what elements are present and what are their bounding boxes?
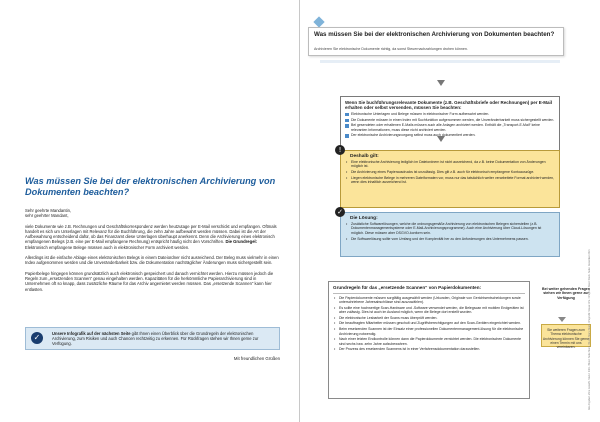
letter-heading: Was müssen Sie bei der elektronischen Archivierung von Dokumenten beachten? bbox=[25, 176, 276, 197]
paragraph-2: Allerdings ist die einfache Ablage eines elektronischen Belegs in einem Dateiordner nicht ausreichend. Der Beleg muss vielmehr in einen Index aufgenommen werden und die Unveränderbarkeit bzw. die Dokumentation nachträglicher Änderungen muss sichergestellt sein. bbox=[25, 255, 279, 266]
list-item: • Der Prozess des ersetzenden Scannens ist in einer Verfahrensdokumentation darzustellen. bbox=[334, 347, 481, 352]
bullet-icon: • bbox=[334, 347, 336, 352]
letter-body bbox=[25, 208, 281, 297]
down-arrow-icon bbox=[437, 136, 445, 142]
bullet-icon: • bbox=[346, 222, 348, 226]
bullet-icon: • bbox=[334, 295, 336, 300]
infographic-notice bbox=[25, 327, 280, 350]
salutation-line-1: Sehr geehrte Mandantin, bbox=[25, 208, 72, 213]
warning-list bbox=[341, 160, 559, 185]
list-item: • Die elektronische Lesbarkeit der Scans muss überprüft werden. bbox=[334, 315, 438, 320]
closing-greeting: Mit freundlichen Grüßen bbox=[233, 356, 280, 361]
square-bullet-icon bbox=[345, 124, 349, 128]
list-item: Der elektronische Archivierungsvorgang selbst muss auch dokumentiert werden. bbox=[345, 133, 555, 137]
list-item: • Beim ersetzenden Scannen ist der Einsatz einer professionellen Dokumentenmanagement-lösung für die elektronische Archivierung notwendig. bbox=[334, 327, 524, 336]
list-item: Elektronische Unterlagen und Belege müssen in elektronischer Form aufbewahrt werden. bbox=[345, 112, 555, 116]
list-item: • Liegen elektronische Belege in mehreren Dateiformaten vor, muss nur das tatsächlich weiter verarbeitete Format archiviert werden, wenn dies inhaltlich ausreichend ist. bbox=[346, 175, 555, 185]
paragraph-1: viele Dokumente wie z.B. Rechnungen und Geschäftskorrespondenz werden heutzutage per E-Mail verschickt und empfangen. Oftmals handelt es sich um Unterlagen mit Relevanz für die Buchführung, die zehn Jahre aufbewahrt werden müssen. Dabei ist die Art der Aufbewahrung entscheidend dafür, ob das Finanzamt diese Unterlagen überhaupt anerkennt. Denn die Archivierung eines elektronisch empfangenen Belegs (z.B. eine per E-Mail empfangene Rechnung) entspricht häufig nicht den Vorschriften. Die Grundregel: Elektronisch empfangene Belege müssen auch in elektronischer Form archiviert werden. bbox=[25, 223, 277, 250]
vertical-footnote: Alle Angaben ohne Gewähr. Stand: 2021. Bilder: Seite Stock. Wurde Stand Stock. Infografik: Steuer-Info / Infografik Stand Stock. Seite: Dezember 2021 bbox=[588, 249, 591, 410]
scanning-rules-title: Grundregeln für das „ersetzende Scannen“ von Papierdokumenten: bbox=[333, 285, 482, 290]
solution-title: Die Lösung: bbox=[350, 216, 378, 221]
scanning-rules-box bbox=[328, 281, 530, 399]
email-rules-list bbox=[341, 112, 559, 138]
list-item: Die Dokumente müssen in einen Index mit Suchfunktion aufgenommen werden, die Unveränderbarkeit muss sichergestellt werden. bbox=[345, 118, 555, 122]
infographic-title-box bbox=[308, 27, 564, 56]
decorative-band bbox=[320, 60, 560, 63]
bullet-icon: • bbox=[334, 305, 336, 310]
list-item: • Die Papierdokumente müssen sorgfältig ausgewählt werden (Urkunden, Originale von Gerichtsentscheidungen sowie unterschriebene Jahresabschlüsse sind auszuwählen). bbox=[334, 295, 521, 304]
check-icon: ✓ bbox=[31, 332, 43, 344]
bullet-icon: • bbox=[346, 170, 348, 175]
list-item: • Nach einer letzten Endkontrolle können dann die Papierdokumente vernichtet werden. Die elektronischen Dokumente sind sechs bzw. zehn Jahre aufzubewahren. bbox=[334, 337, 522, 346]
down-arrow-icon bbox=[558, 317, 566, 322]
list-item: Bei gesendeten oder erhaltenen E-Mails müssen auch alle Anlagen archiviert werden. Enthält die „Transport-E-Mail“ keine relevanten Informationen, muss diese nicht archiviert werden. bbox=[345, 123, 555, 132]
bullet-icon: • bbox=[346, 175, 348, 180]
bullet-icon: • bbox=[346, 160, 348, 164]
exclamation-icon: ! bbox=[335, 145, 345, 155]
side-note: Bei weiter gehenden Fragen stehen wir Ihnen gerne zur Verfügung bbox=[542, 287, 590, 300]
infographic-title: Was müssen Sie bei der elektronischen Archivierung von Dokumenten beachten? bbox=[314, 31, 555, 38]
paragraph-1-rule-label: Die Grundregel: bbox=[225, 239, 258, 245]
bullet-icon: • bbox=[334, 321, 336, 326]
infographic-subtitle: Archivieren Sie elektronische Dokumente richtig, da sonst Steuernachzahlungen drohen können. bbox=[314, 47, 468, 51]
infographic-notice-text: Unsere Infografik auf der nächsten Seite gibt Ihnen einen Überblick über die Grundregeln der elektronischen Archivierung, zum Risiken und auch Chancen rechtzeitig zu erkennen. Für Rückfragen stehen wir Ihnen gerne zur Verfügung. bbox=[52, 331, 259, 347]
square-bullet-icon bbox=[345, 134, 349, 138]
scanning-rules-list bbox=[333, 296, 525, 352]
side-info-box: Sie weiteren Fragen zum Thema elektronische Archivierung können Sie gerne einen Termin mit uns vereinbaren. bbox=[541, 324, 591, 347]
bullet-icon: • bbox=[334, 337, 336, 342]
solution-list bbox=[341, 222, 559, 241]
list-item: • Die Softwarelösung sollte vom Umfang und der Komplexität her zu den Anforderungen des Unternehmens passen. bbox=[346, 236, 529, 241]
solution-box bbox=[340, 212, 560, 257]
bullet-icon: • bbox=[346, 236, 348, 241]
check-icon: ✓ bbox=[335, 207, 345, 217]
square-bullet-icon bbox=[345, 113, 349, 117]
down-arrow-icon bbox=[437, 80, 445, 86]
square-bullet-icon bbox=[345, 119, 349, 123]
list-item: • Zusätzliche Softwarelösungen, welche die ordnungsgemäße Archivierung von elektronischen Belegen sicherstellen (z.B. Dokumentenmanagementsysteme oder E-Mail-Archivierungsprogramme). Auch eine Archivierung über Cloud-Lösungen ist möglich. Diese müssen aber DSGVO-konform sein. bbox=[346, 222, 542, 235]
email-rules-title: Wenn Sie buchführungsrelevante Dokumente (z.B. Geschäftsbriefe oder Rechnungen) per E-Mail erhalten oder selbst versenden, müssen Sie beachten: bbox=[345, 100, 552, 111]
scanning-rules-content bbox=[333, 293, 525, 352]
list-item: • Die beauftragten Mitarbeiter müssen geschult und Zugriffsberechtigungen auf den Scan-Geräten eingerichtet werden. bbox=[334, 321, 522, 326]
warning-title: Deshalb gilt: bbox=[350, 154, 379, 159]
warning-box bbox=[340, 150, 560, 208]
list-item: • Es sollte eine hochwertige Scan-Hardware und -Software verwendet werden, die Belegscan mit mobilen Endgeräten ist aber zulässig. Dies ist auch im Ausland möglich, wenn die Belege dort erstellt wurden. bbox=[334, 305, 524, 315]
salutation-line-2: sehr geehrter Mandant, bbox=[25, 213, 69, 219]
bullet-icon: • bbox=[334, 327, 336, 332]
list-item: • Eine elektronische Archivierung lediglich im Dateiordnern ist nicht ausreichend, da z.B. keine Dokumentation von Änderungen möglich ist. bbox=[346, 160, 546, 169]
bullet-icon: • bbox=[334, 315, 336, 320]
list-item: • Die Archivierung eines Papierausdrucks ist unzulässig. Dies gilt z.B. auch für elektronisch empfangene Kontoauszüge. bbox=[346, 170, 535, 175]
paragraph-3: Papierbelege hingegen können grundsätzlich auch elektronisch gespeichert und danach vernichtet werden. Hierzu müssen jedoch die Regeln zum „ersetzenden Scannen“ genau eingehalten werden. Kapazitäten für die herkömmliche Papierarchivierung sind in Unternehmen oft so knapp, dass zusätzliche Räume für das Archiv angemietet werden müssen. Das „ersetzende Scannen“ kann hier entlasten. bbox=[25, 270, 274, 292]
